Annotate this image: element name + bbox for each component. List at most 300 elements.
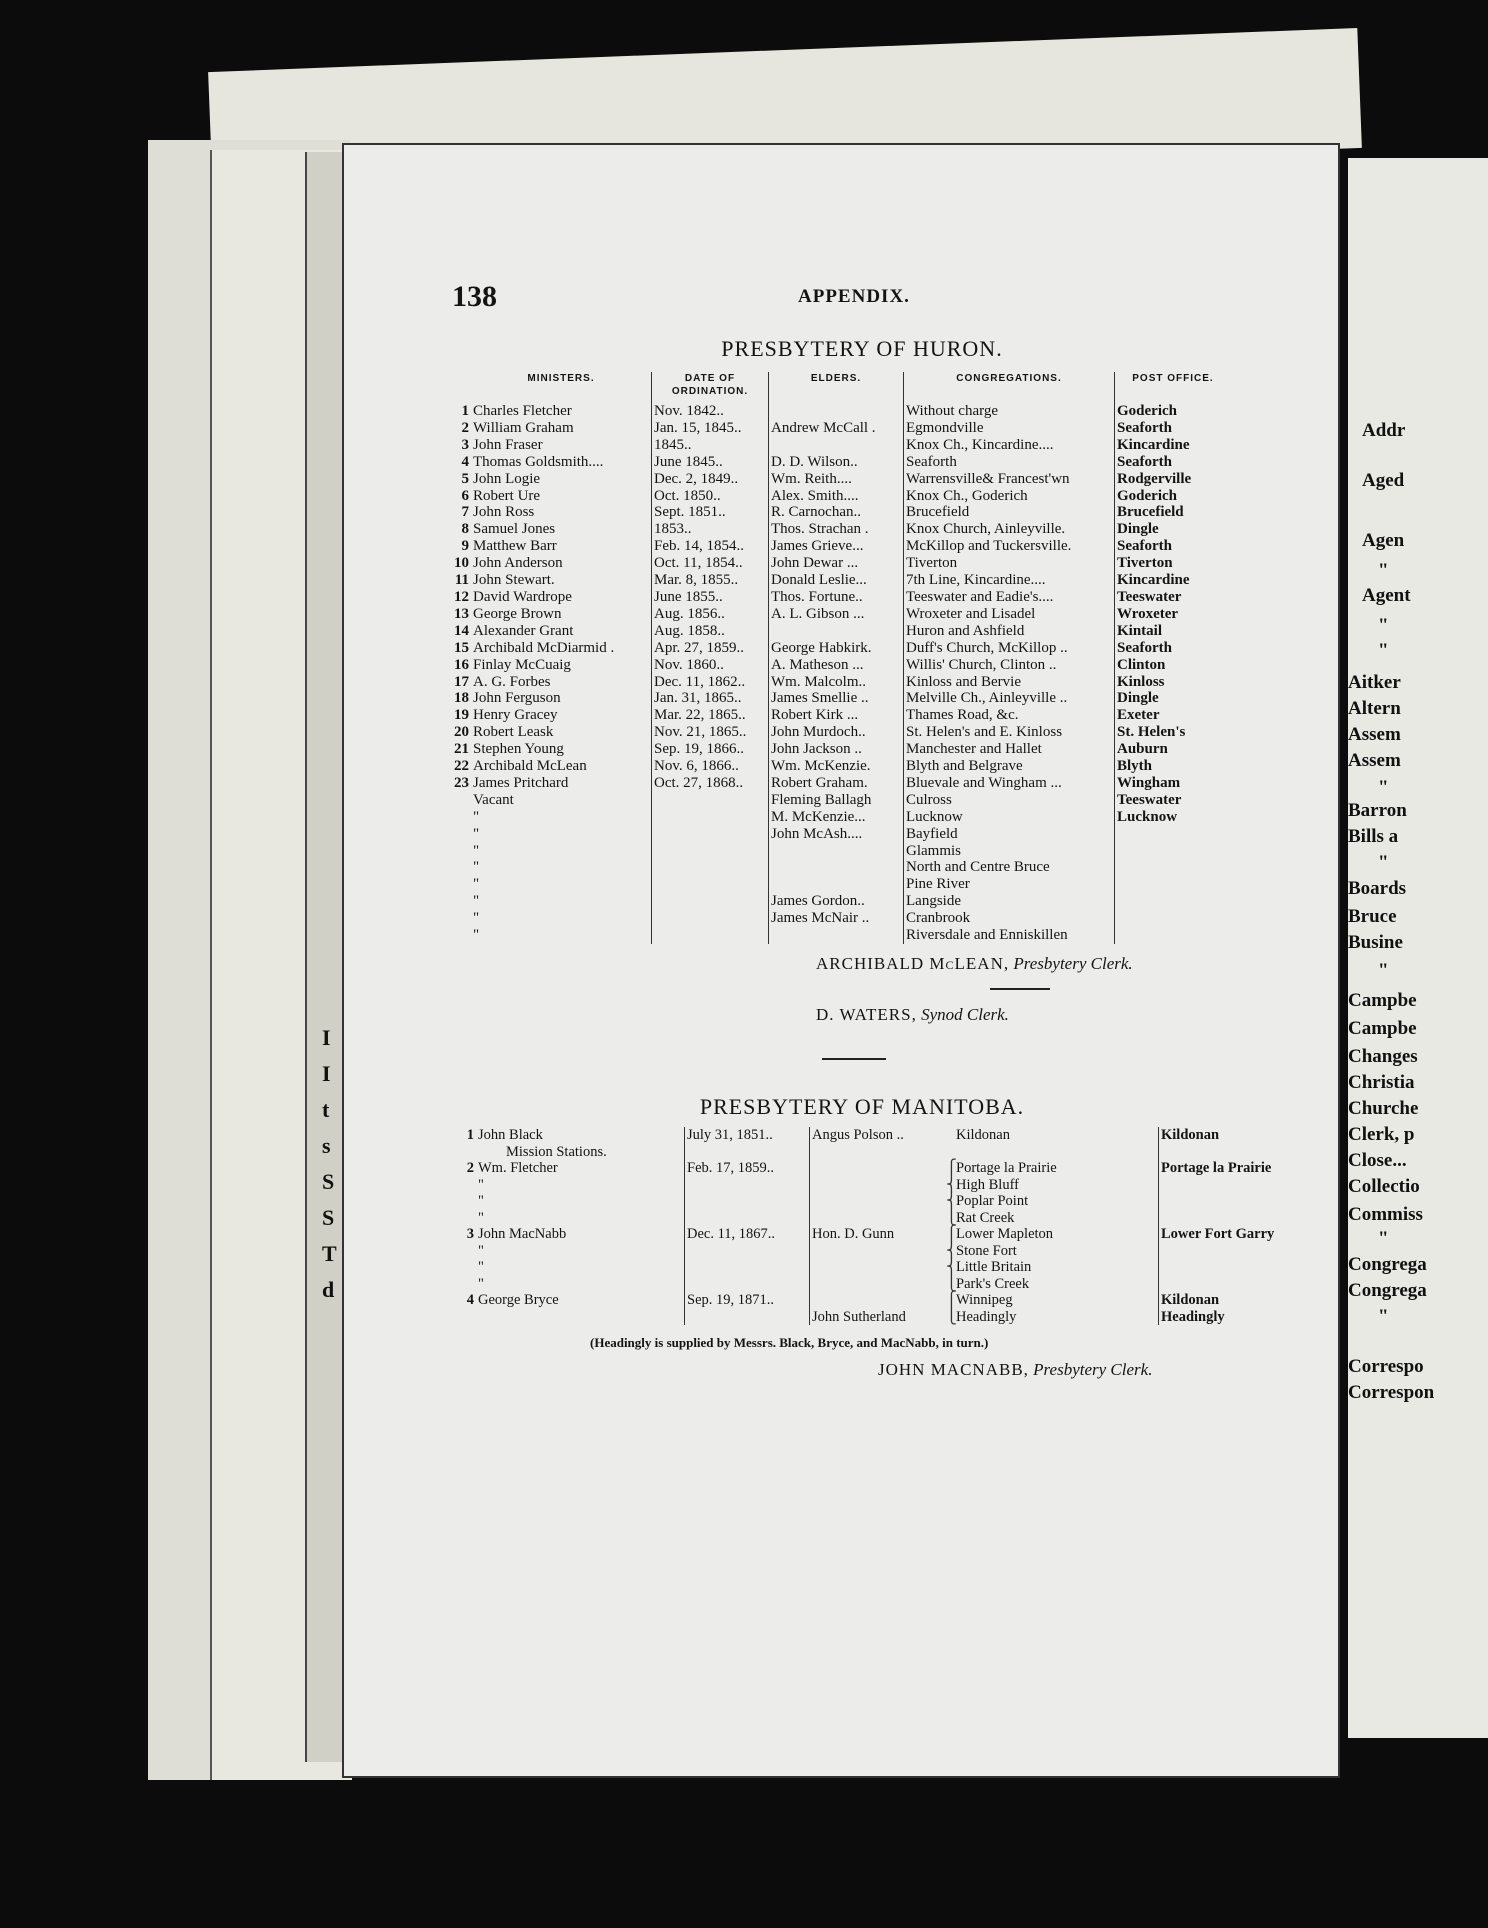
- table-row: [452, 758, 1231, 775]
- row-number: [452, 843, 471, 860]
- post-office-cell: Wingham: [1117, 774, 1181, 791]
- congregation-cell: [944, 1177, 1159, 1194]
- congregation-label: Lower Mapleton: [956, 1226, 1054, 1242]
- congregation-cell: Duff's Church, McKillop ..: [904, 640, 1115, 657]
- index-entry-fragment: Correspo: [1348, 1356, 1424, 1377]
- left-page-text-fragments: [322, 1020, 342, 1420]
- table-row: [452, 504, 1231, 521]
- manitoba-note: (Headingly is supplied by Messrs. Black, Bryce, and MacNabb, in turn.): [590, 1335, 989, 1350]
- header-elders: ELDERS.: [769, 372, 904, 403]
- elder-cell: [810, 1177, 945, 1194]
- post-office-cell: [1115, 876, 1232, 893]
- index-entry-fragment: Changes: [1348, 1046, 1418, 1067]
- congregation-cell: Egmondville: [904, 420, 1115, 437]
- congregation-cell: North and Centre Bruce: [904, 859, 1115, 876]
- row-number: [458, 1243, 476, 1260]
- congregation-cell: Without charge: [904, 403, 1115, 420]
- ordination-date-cell: June 1855..: [652, 589, 769, 606]
- elder-cell: Thos. Strachan .: [769, 521, 904, 538]
- row-number: 1: [466, 1127, 474, 1143]
- row-number: 8: [461, 521, 469, 538]
- congregation-cell: [944, 1210, 1159, 1227]
- index-entry-fragment: Addr: [1362, 420, 1406, 441]
- row-number: 7: [461, 504, 469, 521]
- table-row: [458, 1177, 1303, 1194]
- ordination-date-cell: Nov. 6, 1866..: [652, 758, 769, 775]
- row-number: 14: [454, 622, 469, 639]
- table-row: [452, 640, 1231, 657]
- ordination-date-cell: [652, 826, 769, 843]
- congregation-label: Rat Creek: [956, 1209, 1015, 1226]
- post-office-cell: Wroxeter: [1117, 605, 1179, 622]
- brace-mark: ⎩: [946, 1308, 957, 1325]
- post-office-cell: [1115, 893, 1232, 910]
- elder-cell: [810, 1144, 945, 1161]
- post-office-cell: Teeswater: [1117, 791, 1182, 808]
- table-row: [458, 1226, 1303, 1243]
- row-number: 17: [454, 673, 469, 690]
- elder-cell: [810, 1193, 945, 1210]
- row-number: 5: [461, 470, 469, 487]
- table-row: [452, 843, 1231, 860]
- row-number: 3: [466, 1226, 474, 1242]
- minister-cell: John Ferguson: [471, 690, 652, 707]
- left-page-fragment: S: [322, 1169, 335, 1194]
- table-row: [452, 859, 1231, 876]
- minister-cell: John MacNabb: [476, 1226, 685, 1243]
- minister-cell: ": [476, 1193, 685, 1210]
- minister-cell: A. G. Forbes: [471, 674, 652, 691]
- index-entry-fragment: ": [1378, 852, 1389, 873]
- ordination-date-cell: Jan. 15, 1845..: [652, 420, 769, 437]
- congregation-cell: Huron and Ashfield: [904, 623, 1115, 640]
- elder-cell: George Habkirk.: [769, 640, 904, 657]
- ordination-date-cell: Nov. 1842..: [652, 403, 769, 420]
- minister-cell: ": [471, 876, 652, 893]
- binding-gutter: [305, 152, 345, 1762]
- ordination-date-cell: Dec. 11, 1867..: [685, 1226, 810, 1243]
- congregation-label: Park's Creek: [956, 1275, 1030, 1292]
- row-number: [458, 1276, 476, 1293]
- left-page-fragment: t: [322, 1097, 330, 1122]
- row-number: [458, 1259, 476, 1276]
- row-number: 11: [454, 572, 469, 589]
- row-number: [458, 1144, 476, 1161]
- ordination-date-cell: Nov. 21, 1865..: [652, 724, 769, 741]
- congregation-cell: Kinloss and Bervie: [904, 674, 1115, 691]
- congregation-cell: Bayfield: [904, 826, 1115, 843]
- manitoba-table: [458, 1127, 1303, 1325]
- row-number: [458, 1177, 476, 1194]
- row-number: 4: [466, 1292, 474, 1308]
- congregation-label: Kildonan: [956, 1127, 1010, 1143]
- synod-clerk-name: D. WATERS,: [816, 1005, 917, 1024]
- elder-cell: Thos. Fortune..: [769, 589, 904, 606]
- congregation-cell: Blyth and Belgrave: [904, 758, 1115, 775]
- post-office-cell: Teeswater: [1117, 588, 1182, 605]
- post-office-cell: Kinloss: [1117, 673, 1165, 690]
- synod-clerk-signature: [816, 1005, 1009, 1025]
- row-number: 18: [454, 690, 469, 707]
- elder-cell: James Grieve...: [769, 538, 904, 555]
- ordination-date-cell: [652, 859, 769, 876]
- ordination-date-cell: Aug. 1856..: [652, 606, 769, 623]
- elder-cell: D. D. Wilson..: [769, 454, 904, 471]
- table-row: [452, 792, 1231, 809]
- congregation-cell: Willis' Church, Clinton ..: [904, 657, 1115, 674]
- table-row: [452, 488, 1231, 505]
- elder-cell: [810, 1259, 945, 1276]
- ordination-date-cell: [652, 792, 769, 809]
- elder-cell: James Gordon..: [769, 893, 904, 910]
- table-row: [452, 437, 1231, 454]
- elder-cell: John McAsh....: [769, 826, 904, 843]
- congregation-cell: Culross: [904, 792, 1115, 809]
- row-number: 13: [454, 605, 469, 622]
- elder-cell: Angus Polson ..: [812, 1127, 904, 1143]
- table-row: [452, 724, 1231, 741]
- row-number: [452, 927, 471, 944]
- congregation-cell: [944, 1226, 1159, 1243]
- minister-cell: Archibald McLean: [471, 758, 652, 775]
- minister-cell: James Pritchard: [471, 775, 652, 792]
- table-row: [458, 1127, 1303, 1144]
- congregation-cell: Knox Ch., Goderich: [904, 488, 1115, 505]
- table-row: [452, 893, 1231, 910]
- minister-cell: Henry Gracey: [471, 707, 652, 724]
- divider: [990, 988, 1050, 990]
- elder-cell: Fleming Ballagh: [769, 792, 904, 809]
- minister-cell: George Bryce: [476, 1292, 685, 1309]
- row-number: 4: [461, 453, 469, 470]
- table-row: [452, 521, 1231, 538]
- table-row: [452, 454, 1231, 471]
- post-office-cell: Exeter: [1117, 707, 1160, 724]
- ordination-date-cell: [685, 1243, 810, 1260]
- elder-cell: [810, 1210, 945, 1227]
- minister-cell: Stephen Young: [471, 741, 652, 758]
- minister-cell: Robert Leask: [471, 724, 652, 741]
- row-number: 16: [454, 656, 469, 673]
- congregation-cell: Seaforth: [904, 454, 1115, 471]
- elder-cell: [810, 1160, 945, 1177]
- post-office-cell: [1159, 1243, 1304, 1260]
- running-head: APPENDIX.: [798, 286, 910, 307]
- elder-cell: John Dewar ...: [769, 555, 904, 572]
- table-row: [458, 1276, 1303, 1293]
- ordination-date-cell: Dec. 2, 1849..: [652, 471, 769, 488]
- post-office-cell: [1115, 910, 1232, 927]
- index-entry-fragment: ": [1378, 1228, 1389, 1249]
- congregation-cell: [944, 1292, 1159, 1309]
- row-number: [452, 876, 471, 893]
- table-row: [452, 927, 1231, 944]
- row-number: [452, 809, 471, 826]
- huron-clerk-name: ARCHIBALD McLEAN,: [816, 954, 1010, 973]
- left-page-fragment: I: [322, 1025, 331, 1050]
- ordination-date-cell: Feb. 17, 1859..: [685, 1160, 810, 1177]
- post-office-cell: [1159, 1210, 1304, 1227]
- table-row: [452, 707, 1231, 724]
- ordination-date-cell: [685, 1276, 810, 1293]
- ordination-date-cell: [685, 1144, 810, 1161]
- index-entry-fragment: ": [1378, 1306, 1389, 1327]
- congregation-cell: Pine River: [904, 876, 1115, 893]
- row-number: [452, 792, 471, 809]
- ordination-date-cell: Mar. 8, 1855..: [652, 572, 769, 589]
- post-office-cell: Seaforth: [1117, 639, 1172, 656]
- ordination-date-cell: Nov. 1860..: [652, 657, 769, 674]
- minister-cell: Thomas Goldsmith....: [471, 454, 652, 471]
- table-row: [452, 826, 1231, 843]
- table-row: [452, 589, 1231, 606]
- minister-cell: Samuel Jones: [471, 521, 652, 538]
- table-row: [458, 1309, 1303, 1326]
- elder-cell: Wm. McKenzie.: [769, 758, 904, 775]
- table-row: [452, 876, 1231, 893]
- index-entry-fragment: Agen: [1362, 530, 1405, 551]
- index-entry-fragment: ": [1378, 777, 1389, 798]
- row-number: 6: [461, 487, 469, 504]
- post-office-cell: Kildonan: [1161, 1127, 1220, 1143]
- table-row: [452, 471, 1231, 488]
- index-entry-fragment: Busine: [1348, 932, 1403, 953]
- ordination-date-cell: [652, 893, 769, 910]
- index-entry-fragment: Aged: [1362, 470, 1405, 491]
- brace-mark: ⎨: [946, 1242, 957, 1259]
- index-entry-fragment: Altern: [1348, 698, 1401, 719]
- ordination-date-cell: [685, 1259, 810, 1276]
- index-entry-fragment: Christia: [1348, 1072, 1415, 1093]
- congregation-cell: Bluevale and Wingham ...: [904, 775, 1115, 792]
- elder-cell: [769, 859, 904, 876]
- minister-cell: John Fraser: [471, 437, 652, 454]
- manitoba-clerk-signature: [878, 1360, 1152, 1380]
- brace-mark: ⎨: [946, 1193, 957, 1209]
- minister-cell: Archibald McDiarmid .: [471, 640, 652, 657]
- table-row: [452, 657, 1231, 674]
- congregation-label: Little Britain: [956, 1259, 1032, 1275]
- minister-cell: Matthew Barr: [471, 538, 652, 555]
- post-office-cell: Seaforth: [1117, 419, 1172, 436]
- post-office-cell: Goderich: [1117, 403, 1177, 419]
- index-entry-fragment: Bills a: [1348, 826, 1399, 847]
- post-office-cell: Dingle: [1117, 521, 1159, 538]
- row-number: 9: [461, 538, 469, 555]
- elder-cell: Wm. Malcolm..: [769, 674, 904, 691]
- index-entry-fragment: Correspon: [1348, 1382, 1435, 1403]
- elder-cell: [769, 843, 904, 860]
- ordination-date-cell: [652, 843, 769, 860]
- huron-title: PRESBYTERY OF HURON.: [721, 336, 1003, 361]
- minister-cell: Mission Stations.: [476, 1144, 685, 1161]
- ordination-date-cell: [652, 927, 769, 944]
- congregation-label: Headingly: [956, 1308, 1017, 1325]
- congregation-cell: [944, 1193, 1159, 1210]
- ordination-date-cell: Oct. 1850..: [652, 488, 769, 505]
- congregation-cell: [944, 1160, 1159, 1177]
- congregation-cell: Thames Road, &c.: [904, 707, 1115, 724]
- table-row: [452, 538, 1231, 555]
- ordination-date-cell: July 31, 1851..: [685, 1127, 810, 1144]
- left-page-fragment: I: [322, 1061, 331, 1086]
- congregation-cell: Tiverton: [904, 555, 1115, 572]
- left-page-fragment: T: [322, 1241, 337, 1266]
- elder-cell: Alex. Smith....: [769, 488, 904, 505]
- elder-cell: [769, 403, 904, 420]
- elder-cell: [810, 1292, 945, 1309]
- row-number: [452, 859, 471, 876]
- huron-table: [452, 372, 1231, 944]
- table-row: [452, 741, 1231, 758]
- row-number: [452, 910, 471, 927]
- minister-cell: John Ross: [471, 504, 652, 521]
- elder-cell: [769, 623, 904, 640]
- elder-cell: M. McKenzie...: [769, 809, 904, 826]
- elder-cell: James McNair ..: [769, 910, 904, 927]
- congregation-cell: Wroxeter and Lisadel: [904, 606, 1115, 623]
- ordination-date-cell: Oct. 11, 1854..: [652, 555, 769, 572]
- congregation-label: High Bluff: [956, 1176, 1019, 1193]
- row-number: 23: [454, 774, 469, 791]
- index-entry-fragment: Aitker: [1348, 672, 1401, 693]
- index-entry-fragment: Commiss: [1348, 1204, 1423, 1225]
- row-number: 21: [454, 741, 469, 758]
- ordination-date-cell: 1845..: [652, 437, 769, 454]
- brace-mark: ⎨: [946, 1259, 957, 1275]
- minister-cell: David Wardrope: [471, 589, 652, 606]
- row-number: 12: [454, 588, 469, 605]
- row-number: [458, 1210, 476, 1227]
- ordination-date-cell: Jan. 31, 1865..: [652, 690, 769, 707]
- table-row: [452, 674, 1231, 691]
- index-entry-fragment: Close...: [1348, 1150, 1407, 1171]
- post-office-cell: Goderich: [1117, 487, 1177, 504]
- post-office-cell: Lower Fort Garry: [1161, 1226, 1275, 1242]
- congregation-cell: [944, 1144, 1159, 1161]
- minister-cell: Charles Fletcher: [471, 403, 652, 420]
- index-entry-fragment: Boards: [1348, 878, 1407, 899]
- row-number: 22: [454, 758, 469, 775]
- index-entry-fragment: Barron: [1348, 800, 1407, 821]
- table-row: [458, 1243, 1303, 1260]
- congregation-cell: Manchester and Hallet: [904, 741, 1115, 758]
- table-row: [452, 910, 1231, 927]
- congregation-cell: Langside: [904, 893, 1115, 910]
- index-entry-fragment: Clerk, p: [1348, 1124, 1415, 1145]
- ordination-date-cell: Feb. 14, 1854..: [652, 538, 769, 555]
- post-office-cell: Portage la Prairie: [1161, 1160, 1272, 1176]
- minister-cell: George Brown: [471, 606, 652, 623]
- minister-cell: William Graham: [471, 420, 652, 437]
- minister-cell: Robert Ure: [471, 488, 652, 505]
- page-number: 138: [452, 280, 497, 313]
- ordination-date-cell: June 1845..: [652, 454, 769, 471]
- minister-cell: ": [476, 1210, 685, 1227]
- row-number: 20: [454, 724, 469, 741]
- ordination-date-cell: Sep. 19, 1871..: [685, 1292, 810, 1309]
- table-row: [452, 809, 1231, 826]
- post-office-cell: [1159, 1259, 1304, 1276]
- minister-cell: ": [476, 1259, 685, 1276]
- ordination-date-cell: Sep. 19, 1866..: [652, 741, 769, 758]
- congregation-label: Winnipeg: [956, 1292, 1013, 1308]
- post-office-cell: Rodgerville: [1117, 470, 1192, 487]
- row-number: 3: [461, 436, 469, 453]
- index-entry-fragment: ": [1378, 960, 1389, 981]
- elder-cell: John Sutherland: [812, 1308, 906, 1325]
- congregation-cell: [944, 1276, 1159, 1293]
- manitoba-title: PRESBYTERY OF MANITOBA.: [699, 1094, 1025, 1119]
- post-office-cell: Brucefield: [1117, 504, 1184, 521]
- row-number: 10: [454, 555, 469, 572]
- ordination-date-cell: [685, 1210, 810, 1227]
- elder-cell: Hon. D. Gunn: [812, 1226, 895, 1242]
- post-office-cell: [1115, 927, 1232, 944]
- elder-cell: [810, 1276, 945, 1293]
- ordination-date-cell: 1853..: [652, 521, 769, 538]
- minister-cell: Finlay McCuaig: [471, 657, 652, 674]
- congregation-cell: [944, 1243, 1159, 1260]
- elder-cell: [769, 927, 904, 944]
- elder-cell: James Smellie ..: [769, 690, 904, 707]
- ordination-date-cell: Dec. 11, 1862..: [652, 674, 769, 691]
- index-entry-fragment: Congrega: [1348, 1254, 1427, 1275]
- minister-cell: ": [471, 809, 652, 826]
- ordination-date-cell: Oct. 27, 1868..: [652, 775, 769, 792]
- brace-mark: ⎧: [946, 1226, 957, 1242]
- row-number: 2: [461, 419, 469, 436]
- brace-mark: ⎩: [946, 1275, 957, 1292]
- congregation-cell: Knox Church, Ainleyville.: [904, 521, 1115, 538]
- minister-cell: ": [471, 859, 652, 876]
- congregation-cell: 7th Line, Kincardine....: [904, 572, 1115, 589]
- post-office-cell: Kildonan: [1161, 1292, 1220, 1308]
- index-entry-fragment: Campbe: [1348, 990, 1417, 1011]
- row-number: [458, 1309, 476, 1326]
- elder-cell: [769, 876, 904, 893]
- header-ministers: MINISTERS.: [471, 372, 652, 403]
- row-number: 19: [454, 707, 469, 724]
- index-entry-fragment: ": [1378, 615, 1389, 636]
- post-office-cell: Seaforth: [1117, 538, 1172, 555]
- congregation-cell: Melville Ch., Ainleyville ..: [904, 690, 1115, 707]
- right-page-index-fragments: [1348, 158, 1488, 1738]
- minister-cell: John Black: [476, 1127, 685, 1144]
- table-row: [452, 420, 1231, 437]
- elder-cell: A. Matheson ...: [769, 657, 904, 674]
- congregation-cell: Glammis: [904, 843, 1115, 860]
- ordination-date-cell: Aug. 1858..: [652, 623, 769, 640]
- minister-cell: John Stewart.: [471, 572, 652, 589]
- manitoba-clerk-title: Presbytery Clerk.: [1033, 1360, 1153, 1379]
- post-office-cell: Kintail: [1117, 622, 1163, 639]
- index-entry-fragment: Bruce: [1348, 906, 1397, 927]
- post-office-cell: Tiverton: [1117, 555, 1173, 572]
- index-entry-fragment: Assem: [1348, 750, 1401, 771]
- table-row: [452, 690, 1231, 707]
- index-entry-fragment: Congrega: [1348, 1280, 1427, 1301]
- congregation-label: Portage la Prairie: [956, 1160, 1057, 1176]
- post-office-cell: [1115, 843, 1232, 860]
- congregation-cell: [944, 1259, 1159, 1276]
- left-page-fragment: d: [322, 1277, 335, 1302]
- congregation-cell: [944, 1309, 1159, 1326]
- huron-clerk-signature: [816, 954, 1133, 974]
- minister-cell: John Logie: [471, 471, 652, 488]
- congregation-cell: Warrensville& Francest'wn: [904, 471, 1115, 488]
- elder-cell: John Jackson ..: [769, 741, 904, 758]
